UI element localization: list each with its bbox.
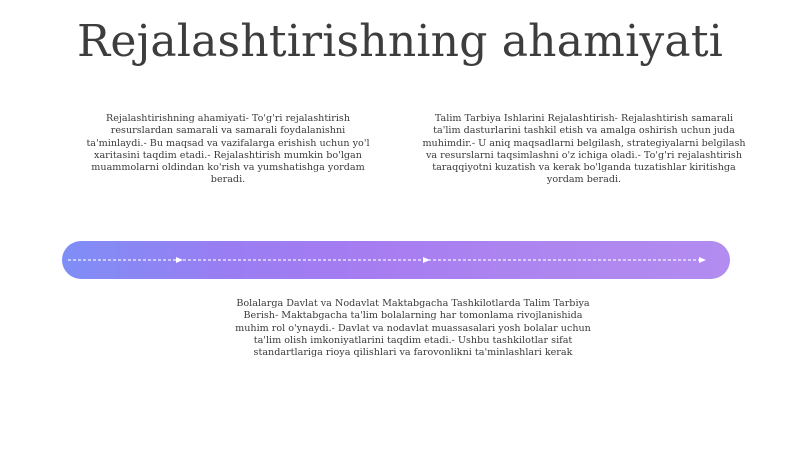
text-line: Bolalarga Davlat va Nodavlat Maktabgacha Tashkilotlarda Talim Tarbiya — [236, 298, 590, 309]
slide-title: Rejalashtirishning ahamiyati — [77, 16, 723, 67]
text-line: muammolarni oldindan ko'rish va yumshatishga yordam — [91, 162, 365, 174]
text-line: ta'lim dasturlarini tashkil etish va amalga oshirish uchun juda — [433, 125, 735, 137]
text-line: beradi. — [210, 174, 246, 186]
timeline-bar — [62, 241, 730, 279]
text-line: muhimdir.- U aniq maqsadlarni belgilash, strategiyalarni belgilash — [422, 137, 746, 149]
text-line: Berish- Maktabgacha ta'lim bolalarning har tomonlama rivojlanishida — [243, 310, 583, 322]
arrow-icon — [699, 257, 706, 263]
text-line: xaritasini taqdim etadi.- Rejalashtirish mumkin bo'lgan — [94, 149, 362, 161]
text-block-education-planning — [418, 113, 750, 187]
text-line: standartlariga rioya qilishlari va farovonlikni ta'minlashlari kerak — [253, 347, 573, 359]
text-line: muhim rol o'ynaydi.- Davlat va nodavlat muassasalari yosh bolalar uchun — [235, 322, 591, 334]
text-block-planning-importance — [82, 113, 374, 187]
text-line: yordam beradi. — [546, 174, 622, 186]
text-line: ta'lim olish imkoniyatlarini taqdim etadi.- Ushbu tashkilotlar sifat — [253, 334, 573, 346]
text-line: resurslardan samarali va samarali foydalanishni — [110, 125, 346, 137]
text-line: taraqqiyotni kuzatish va kerak bo'lganda tuzatishlar kiritishga — [432, 162, 736, 174]
text-line: va resurslarni taqsimlashni o'z ichiga oladi.- To'g'ri rejalashtirish — [425, 149, 743, 161]
timeline-arrows — [62, 241, 730, 279]
text-line: Talim Tarbiya Ishlarini Rejalashtirish- Rejalashtirish samarali — [434, 113, 734, 124]
text-line: Rejalashtirishning ahamiyati- To'g'ri rejalashtirish — [106, 113, 350, 124]
text-line: ta'minlaydi.- Bu maqsad va vazifalarga erishish uchun yo'l — [86, 137, 370, 149]
arrow-icon — [176, 257, 183, 263]
arrow-icon — [423, 257, 430, 263]
text-block-preschool-education — [228, 298, 598, 359]
